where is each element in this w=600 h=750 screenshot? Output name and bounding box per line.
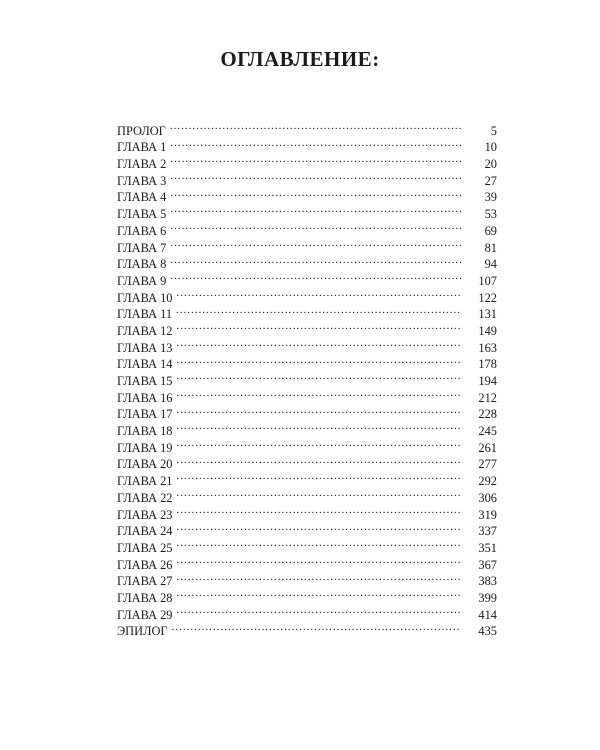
dot-leader — [170, 118, 461, 135]
toc-entry-page-number: 39 — [484, 190, 497, 205]
toc-entry — [117, 602, 497, 622]
dot-leader — [177, 352, 461, 369]
toc-entry-label: ГЛАВА 22 — [117, 490, 173, 505]
toc-entry — [117, 168, 497, 188]
toc-entry-label: ПРОЛОГ — [117, 123, 166, 138]
dot-leader — [176, 302, 461, 319]
toc-entry-label: ГЛАВА 9 — [117, 273, 167, 288]
toc-entry-label: ГЛАВА 18 — [117, 424, 173, 439]
dot-leader — [177, 435, 461, 452]
toc-entry — [117, 502, 497, 522]
toc-entry-label: ГЛАВА 21 — [117, 474, 173, 489]
toc-entry — [117, 385, 497, 405]
toc-entry-page-number: 27 — [484, 173, 497, 188]
toc-entry-page-number: 122 — [478, 290, 497, 305]
toc-entry — [117, 352, 497, 372]
toc-entry-label: ГЛАВА 7 — [117, 240, 167, 255]
dot-leader — [170, 168, 461, 185]
toc-entry-label: ГЛАВА 10 — [117, 290, 173, 305]
toc-entry — [117, 318, 497, 338]
toc-entry — [117, 252, 497, 272]
dot-leader — [177, 418, 461, 435]
toc-entry-page-number: 131 — [478, 307, 497, 322]
dot-leader — [170, 218, 461, 235]
dot-leader — [177, 519, 461, 536]
toc-entry-page-number: 306 — [478, 490, 497, 505]
toc-entry-page-number: 149 — [478, 323, 497, 338]
toc-entry-page-number: 5 — [490, 123, 497, 138]
dot-leader — [177, 468, 461, 485]
toc-entry-page-number: 351 — [478, 540, 497, 555]
toc-entry-page-number: 81 — [484, 240, 497, 255]
dot-leader — [177, 318, 461, 335]
toc-entry-page-number: 292 — [478, 474, 497, 489]
toc-entry-label: ГЛАВА 23 — [117, 507, 173, 522]
dot-leader — [177, 602, 461, 619]
dot-leader — [170, 268, 461, 285]
toc-entry-page-number: 245 — [478, 424, 497, 439]
dot-leader — [177, 535, 461, 552]
dot-leader — [170, 185, 461, 202]
toc-entry-page-number: 414 — [478, 607, 497, 622]
toc-entry — [117, 285, 497, 305]
toc-entry — [117, 135, 497, 155]
table-of-contents — [117, 118, 497, 639]
toc-entry-label: ГЛАВА 15 — [117, 374, 173, 388]
toc-entry-page-number: 228 — [478, 407, 497, 422]
toc-entry — [117, 585, 497, 605]
toc-entry-page-number: 319 — [478, 507, 497, 522]
toc-entry — [117, 368, 497, 388]
dot-leader — [170, 252, 461, 269]
toc-entry-page-number: 163 — [478, 340, 497, 355]
dot-leader — [177, 569, 461, 586]
toc-entry — [117, 218, 497, 238]
toc-entry-label: ГЛАВА 4 — [117, 190, 167, 205]
toc-entry-label: ГЛАВА 29 — [117, 607, 173, 622]
dot-leader — [177, 368, 461, 385]
toc-entry — [117, 201, 497, 222]
toc-entry-label: ГЛАВА 14 — [117, 357, 173, 372]
toc-entry-label: ГЛАВА 19 — [117, 440, 173, 455]
toc-entry-label: ГЛАВА 2 — [117, 157, 167, 172]
toc-entry — [117, 435, 497, 455]
toc-entry-label: ГЛАВА 12 — [117, 323, 173, 338]
toc-entry-page-number: 399 — [478, 590, 497, 605]
dot-leader — [170, 135, 461, 152]
toc-entry — [117, 235, 497, 255]
toc-entry-page-number: 261 — [478, 440, 497, 455]
dot-leader — [172, 619, 461, 636]
dot-leader — [170, 151, 461, 168]
dot-leader — [177, 552, 461, 569]
toc-entry-page-number: 277 — [478, 457, 497, 472]
dot-leader — [177, 502, 461, 519]
toc-entry — [117, 302, 497, 322]
toc-entry — [117, 519, 497, 539]
toc-entry-page-number: 20 — [484, 157, 497, 172]
dot-leader — [177, 385, 461, 402]
toc-entry-label: ГЛАВА 11 — [117, 307, 173, 322]
toc-entry-label: ГЛАВА 1 — [117, 140, 167, 155]
toc-entry-label: ГЛАВА 13 — [117, 340, 173, 355]
toc-entry-label: ГЛАВА 20 — [117, 457, 173, 472]
toc-entry-page-number: 383 — [478, 574, 497, 589]
toc-entry — [117, 402, 497, 422]
toc-entry-page-number: 10 — [484, 140, 497, 155]
toc-entry — [117, 452, 497, 472]
toc-entry-label: ГЛАВА 5 — [117, 207, 167, 222]
dot-leader — [177, 485, 461, 502]
toc-entry-label: ГЛАВА 25 — [117, 540, 173, 555]
dot-leader — [170, 201, 461, 218]
toc-entry-page-number: 178 — [478, 357, 497, 372]
toc-entry-page-number: 337 — [478, 524, 497, 539]
toc-entry-label: ГЛАВА 6 — [117, 223, 167, 238]
toc-entry-page-number: 212 — [478, 390, 497, 405]
dot-leader — [177, 402, 461, 419]
toc-entry-label: ГЛАВА 17 — [117, 407, 173, 422]
toc-entry — [117, 418, 497, 439]
toc-entry — [117, 185, 497, 205]
toc-entry-label: ГЛАВА 28 — [117, 590, 173, 605]
toc-entry-page-number: 107 — [478, 273, 497, 288]
toc-entry-label: ГЛАВА 3 — [117, 173, 167, 188]
toc-entry — [117, 569, 497, 589]
toc-entry-label: ГЛАВА 26 — [117, 557, 173, 572]
toc-entry — [117, 552, 497, 572]
toc-entry — [117, 485, 497, 505]
toc-entry-page-number: 367 — [478, 557, 497, 572]
toc-entry — [117, 335, 497, 355]
toc-entry — [117, 619, 497, 639]
toc-entry-label: ГЛАВА 16 — [117, 390, 173, 405]
toc-entry-page-number: 435 — [478, 624, 497, 639]
toc-entry — [117, 151, 497, 172]
toc-entry-label: ЭПИЛОГ — [117, 624, 168, 639]
toc-entry-page-number: 194 — [478, 374, 497, 388]
dot-leader — [177, 452, 461, 469]
page-title: ОГЛАВЛЕНИЕ: — [220, 47, 380, 71]
toc-entry-label: ГЛАВА 27 — [117, 574, 173, 589]
toc-entry — [117, 118, 497, 138]
toc-entry — [117, 268, 497, 288]
dot-leader — [177, 335, 461, 352]
dot-leader — [177, 585, 461, 602]
toc-entry-page-number: 94 — [484, 257, 497, 272]
toc-entry — [117, 468, 497, 489]
dot-leader — [170, 235, 461, 252]
dot-leader — [177, 285, 461, 302]
toc-entry-page-number: 69 — [484, 223, 497, 238]
toc-entry-label: ГЛАВА 8 — [117, 257, 167, 272]
toc-entry-label: ГЛАВА 24 — [117, 524, 173, 539]
toc-entry-page-number: 53 — [484, 207, 497, 222]
toc-entry — [117, 535, 497, 555]
